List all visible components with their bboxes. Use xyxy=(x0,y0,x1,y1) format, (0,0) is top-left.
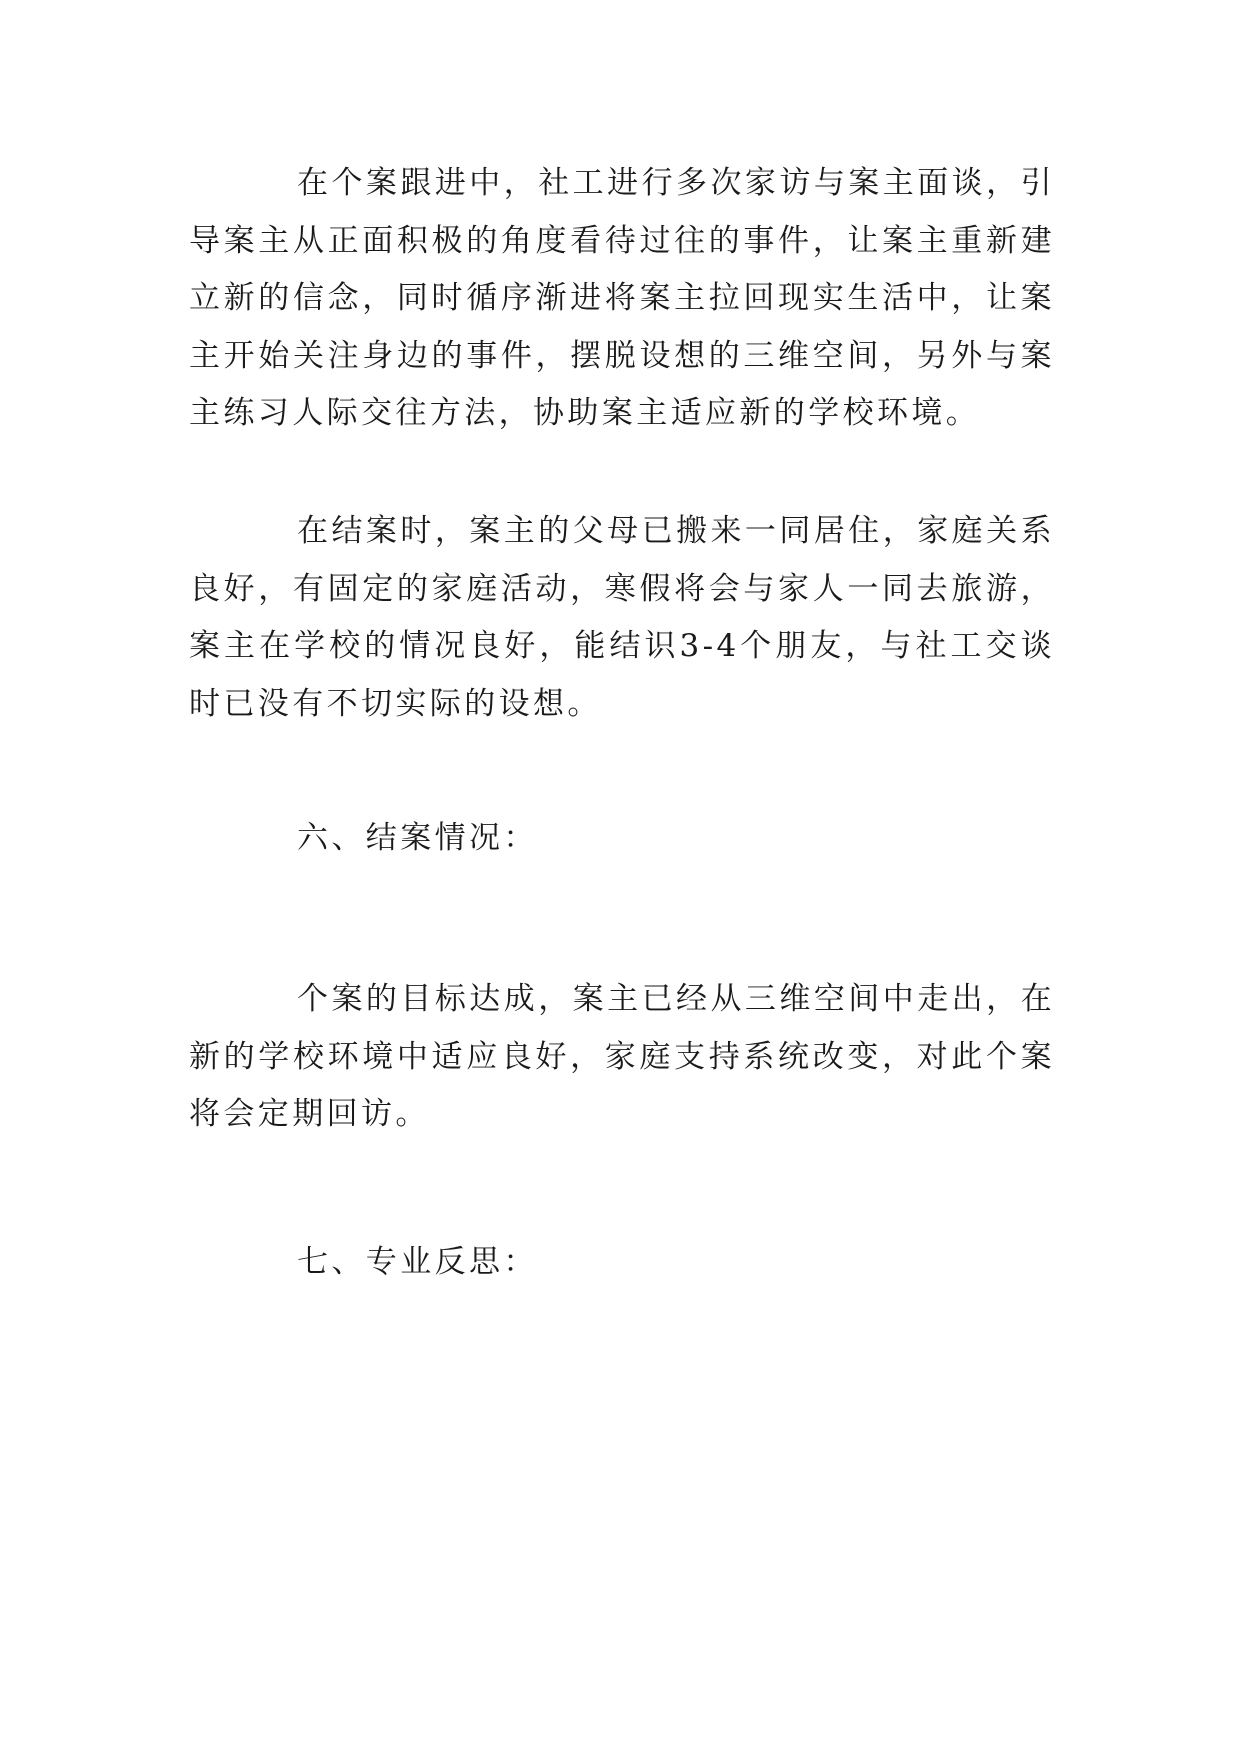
paragraph-goal-achieved: 个案的目标达成，案主已经从三维空间中走出，在新的学校环境中适应良好，家庭支持系统改变，对此个案将会定期回访。 xyxy=(189,981,1055,1132)
paragraph-case-followup: 在个案跟进中，社工进行多次家访与案主面谈，引导案主从正面积极的角度看待过往的事件，让案主重新建立新的信念，同时循序渐进将案主拉回现实生活中，让案主开始关注身边的事件，摆脱设想的三维空间，另外与案主练习人际交往方法，协助案主适应新的学校环境。 xyxy=(189,165,1055,431)
section-heading-closing-status: 六、结案情况： xyxy=(297,820,538,856)
paragraph-case-closing: 在结案时，案主的父母已搬来一同居住，家庭关系良好，有固定的家庭活动，寒假将会与家人一同去旅游，案主在学校的情况良好，能结识3-4个朋友，与社工交谈时已没有不切实际的设想。 xyxy=(189,513,1055,722)
section-heading-professional-reflection: 七、专业反思： xyxy=(297,1244,538,1280)
